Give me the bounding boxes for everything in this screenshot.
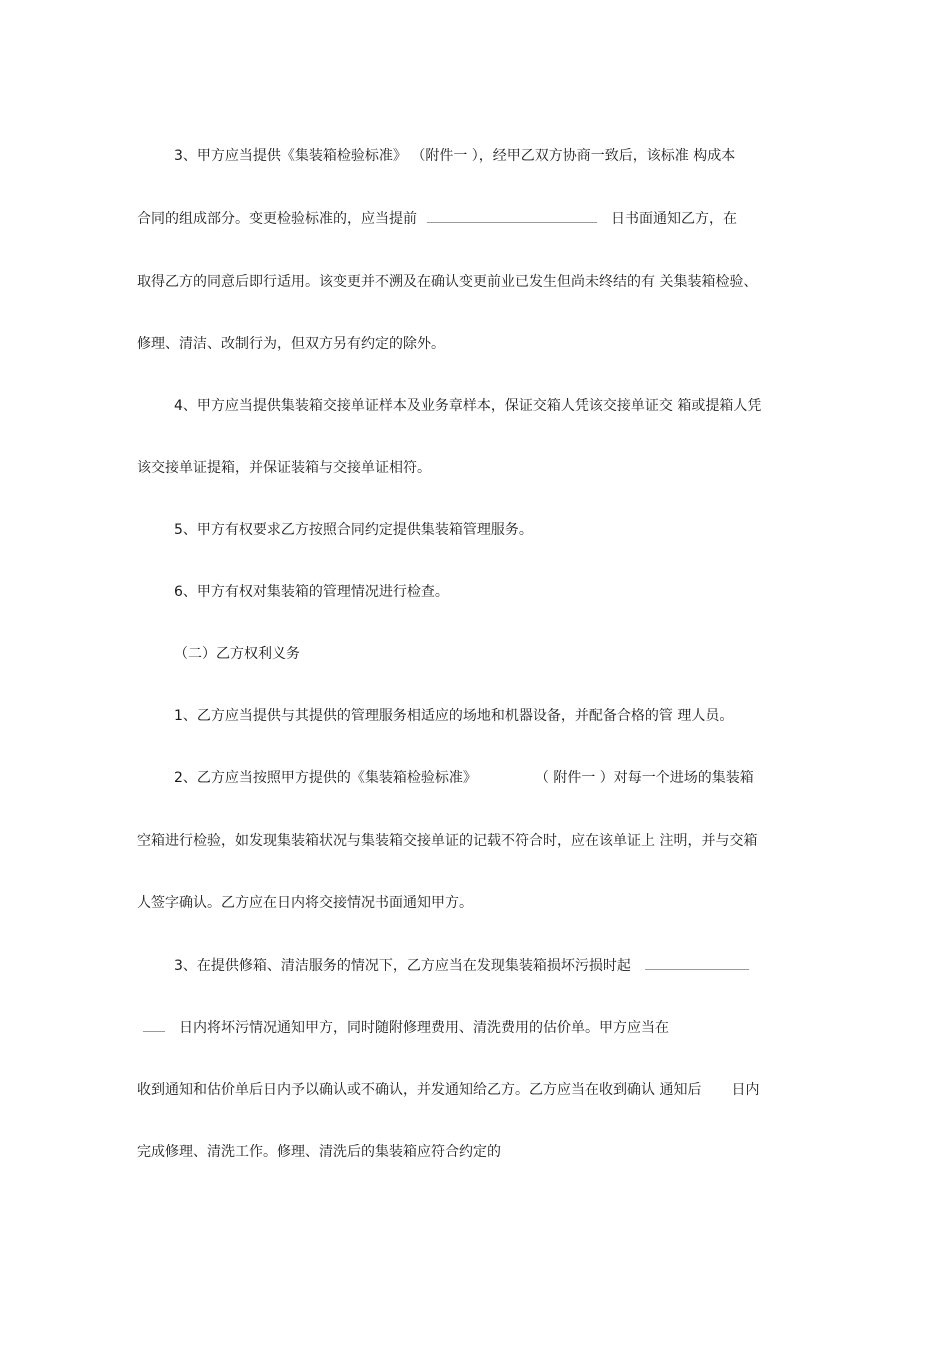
b-clause-2-text-1b: （ 附件一 ）对每一个进场的集装箱 (534, 770, 754, 786)
b-clause-2-line-3 (137, 893, 473, 913)
b-clause-3-text-3a: 收到通知和估价单后日内予以确认或不确认，并发通知给乙方。乙方应当在收到确认 通知后 (137, 1082, 702, 1098)
clause-3-line-3 (137, 272, 757, 292)
b-clause-3-line-1 (174, 956, 749, 976)
b-clause-3-line-2 (143, 1018, 669, 1038)
fill-blank-notify-days[interactable] (143, 1019, 165, 1032)
clause-3-line-1 (174, 146, 735, 166)
b-clause-2-text-1a: 2、乙方应当按照甲方提供的《集装箱检验标准》 (174, 770, 477, 786)
fill-blank-days[interactable] (427, 210, 597, 223)
b-clause-3-text-2: 日内将坏污情况通知甲方，同时随附修理费用、清洗费用的估价单。甲方应当在 (179, 1020, 669, 1036)
clause-6-line (174, 582, 449, 602)
b-clause-2-line-1 (174, 768, 754, 788)
b-clause-3-line-3 (137, 1080, 759, 1100)
b-clause-2-text-3: 人签字确认。乙方应在日内将交接情况书面通知甲方。 (137, 895, 473, 911)
clause-4-text-2: 该交接单证提箱，并保证装箱与交接单证相符。 (137, 460, 431, 476)
clause-3-line-2 (137, 209, 737, 229)
section-heading (174, 644, 300, 664)
fill-blank-repair-days[interactable] (645, 957, 749, 970)
clause-5-text: 5、甲方有权要求乙方按照合同约定提供集装箱管理服务。 (174, 522, 533, 538)
b-clause-3-text-3b: 日内 (731, 1082, 760, 1098)
clause-4-text-1: 4、甲方应当提供集装箱交接单证样本及业务章样本，保证交箱人凭该交接单证交 箱或提箱人凭 (174, 398, 762, 414)
clause-3-text-2b: 日书面通知乙方，在 (611, 211, 737, 227)
section-heading-text: （二）乙方权利义务 (174, 646, 300, 662)
clause-3-text-2a: 合同的组成部分。变更检验标准的，应当提前 (137, 211, 417, 227)
clause-5-line (174, 520, 533, 540)
b-clause-2-line-2 (137, 831, 757, 851)
clause-3-text-3: 取得乙方的同意后即行适用。该变更并不溯及在确认变更前业已发生但尚未终结的有 关集装箱检验、 (137, 274, 758, 290)
b-clause-3-line-4 (137, 1142, 501, 1162)
clause-3-text-4: 修理、清洁、改制行为，但双方另有约定的除外。 (137, 336, 445, 352)
clause-6-text: 6、甲方有权对集装箱的管理情况进行检查。 (174, 584, 449, 600)
clause-4-line-1 (174, 396, 761, 416)
clause-4-line-2 (137, 458, 431, 478)
b-clause-1-line (174, 706, 733, 726)
b-clause-3-text-1: 3、在提供修箱、清洁服务的情况下，乙方应当在发现集装箱损坏污损时起 (174, 958, 631, 974)
b-clause-2-text-2: 空箱进行检验，如发现集装箱状况与集装箱交接单证的记载不符合时，应在该单证上 注明，并与交箱 (137, 833, 758, 849)
b-clause-1-text: 1、乙方应当提供与其提供的管理服务相适应的场地和机器设备，并配备合格的管 理人员。 (174, 708, 734, 724)
clause-3-line-4 (137, 334, 445, 354)
b-clause-3-text-4: 完成修理、清洗工作。修理、清洗后的集装箱应符合约定的 (137, 1144, 501, 1160)
clause-3-text-1: 3、甲方应当提供《集装箱检验标准》 （附件一 ），经甲乙双方协商一致后，该标准 构成本 (174, 148, 736, 164)
